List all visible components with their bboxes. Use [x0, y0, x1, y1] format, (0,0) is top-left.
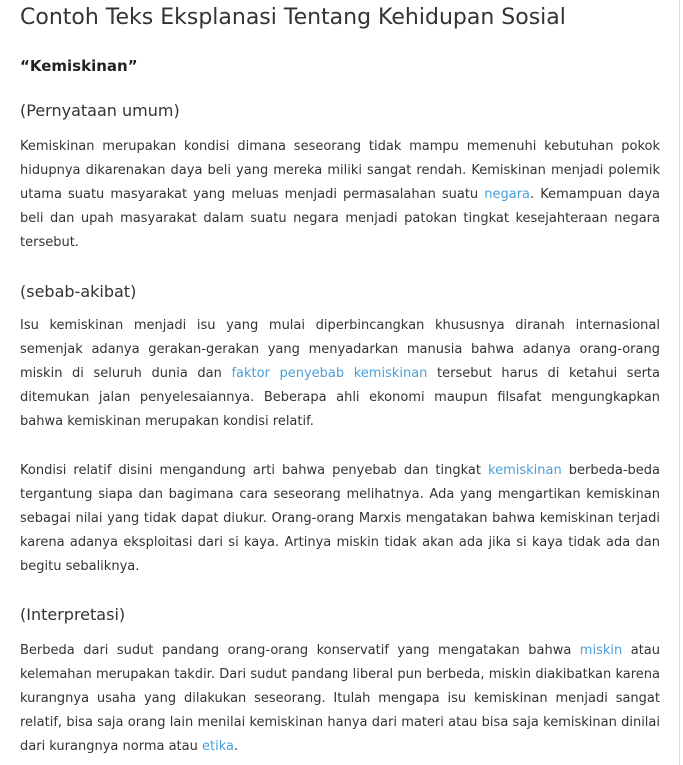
text-run: Berbeda dari sudut pandang orang-orang konservatif yang mengatakan bahwa [20, 643, 580, 658]
link-etika[interactable]: etika [201, 739, 234, 754]
link-faktor-penyebab-kemiskinan[interactable]: faktor penyebab kemiskinan [231, 366, 428, 381]
paragraph [20, 639, 660, 759]
paragraph [20, 459, 660, 579]
text-run: atau kelemahan merupakan takdir. Dari sudut pandang liberal pun berbeda, miskin diakibatkan karena kurangnya usaha yang dilakukan seseorang. Itulah mengapa isu kemiskinan menjadi sangat relatif, bisa saja orang lain menilai kemiskinan hanya dari materi atau bisa saja kemiskinan dinilai dari kurangnya norma atau [20, 643, 660, 754]
content-border [679, 0, 680, 765]
text-run: berbeda-beda tergantung siapa dan bagimana cara seseorang melihatnya. Ada yang mengartikan kemiskinan sebagai nilai yang tidak dapat diukur. Orang-orang Marxis mengatakan bahwa kemiskinan terjadi karena adanya eksploitasi dari si kaya. Artinya miskin tidak akan ada jika si kaya tidak ada dan begitu sebaliknya. [20, 463, 661, 574]
article-subtitle: “Kemiskinan” [20, 57, 138, 75]
link-kemiskinan[interactable]: kemiskinan [488, 463, 562, 478]
text-run: . [233, 739, 239, 754]
paragraph [20, 314, 660, 434]
section-label-pernyataan-umum: (Pernyataan umum) [20, 101, 180, 120]
paragraph [20, 135, 660, 255]
page-title: Contoh Teks Eksplanasi Tentang Kehidupan Sosial [20, 5, 566, 30]
text-run: Kondisi relatif disini mengandung arti bahwa penyebab dan tingkat [20, 463, 489, 478]
link-miskin[interactable]: miskin [579, 643, 623, 658]
text-run: . Kemampuan daya beli dan upah masyarakat dalam suatu negara menjadi patokan tingkat kesejahteraan negara tersebut. [20, 187, 660, 250]
section-label-sebab-akibat: (sebab-akibat) [20, 282, 137, 301]
text-run: Kemiskinan merupakan kondisi dimana seseorang tidak mampu memenuhi kebutuhan pokok hidupnya dikarenakan daya beli yang mereka miliki sangat rendah. Kemiskinan menjadi polemik utama suatu masyarakat yang meluas menjadi permasalahan suatu [20, 139, 660, 202]
section-label-interpretasi: (Interpretasi) [20, 605, 126, 624]
link-negara[interactable]: negara [484, 187, 531, 202]
text-run: Isu kemiskinan menjadi isu yang mulai diperbincangkan khususnya diranah internasional semenjak adanya gerakan-gerakan yang menyadarkan manusia bahwa adanya orang-orang miskin di seluruh dunia dan [20, 318, 660, 381]
text-run: tersebut harus di ketahui serta ditemukan jalan penyelesaiannya. Beberapa ahli ekonomi maupun filsafat mengungkapkan bahwa kemiskinan merupakan kondisi relatif. [20, 366, 660, 429]
